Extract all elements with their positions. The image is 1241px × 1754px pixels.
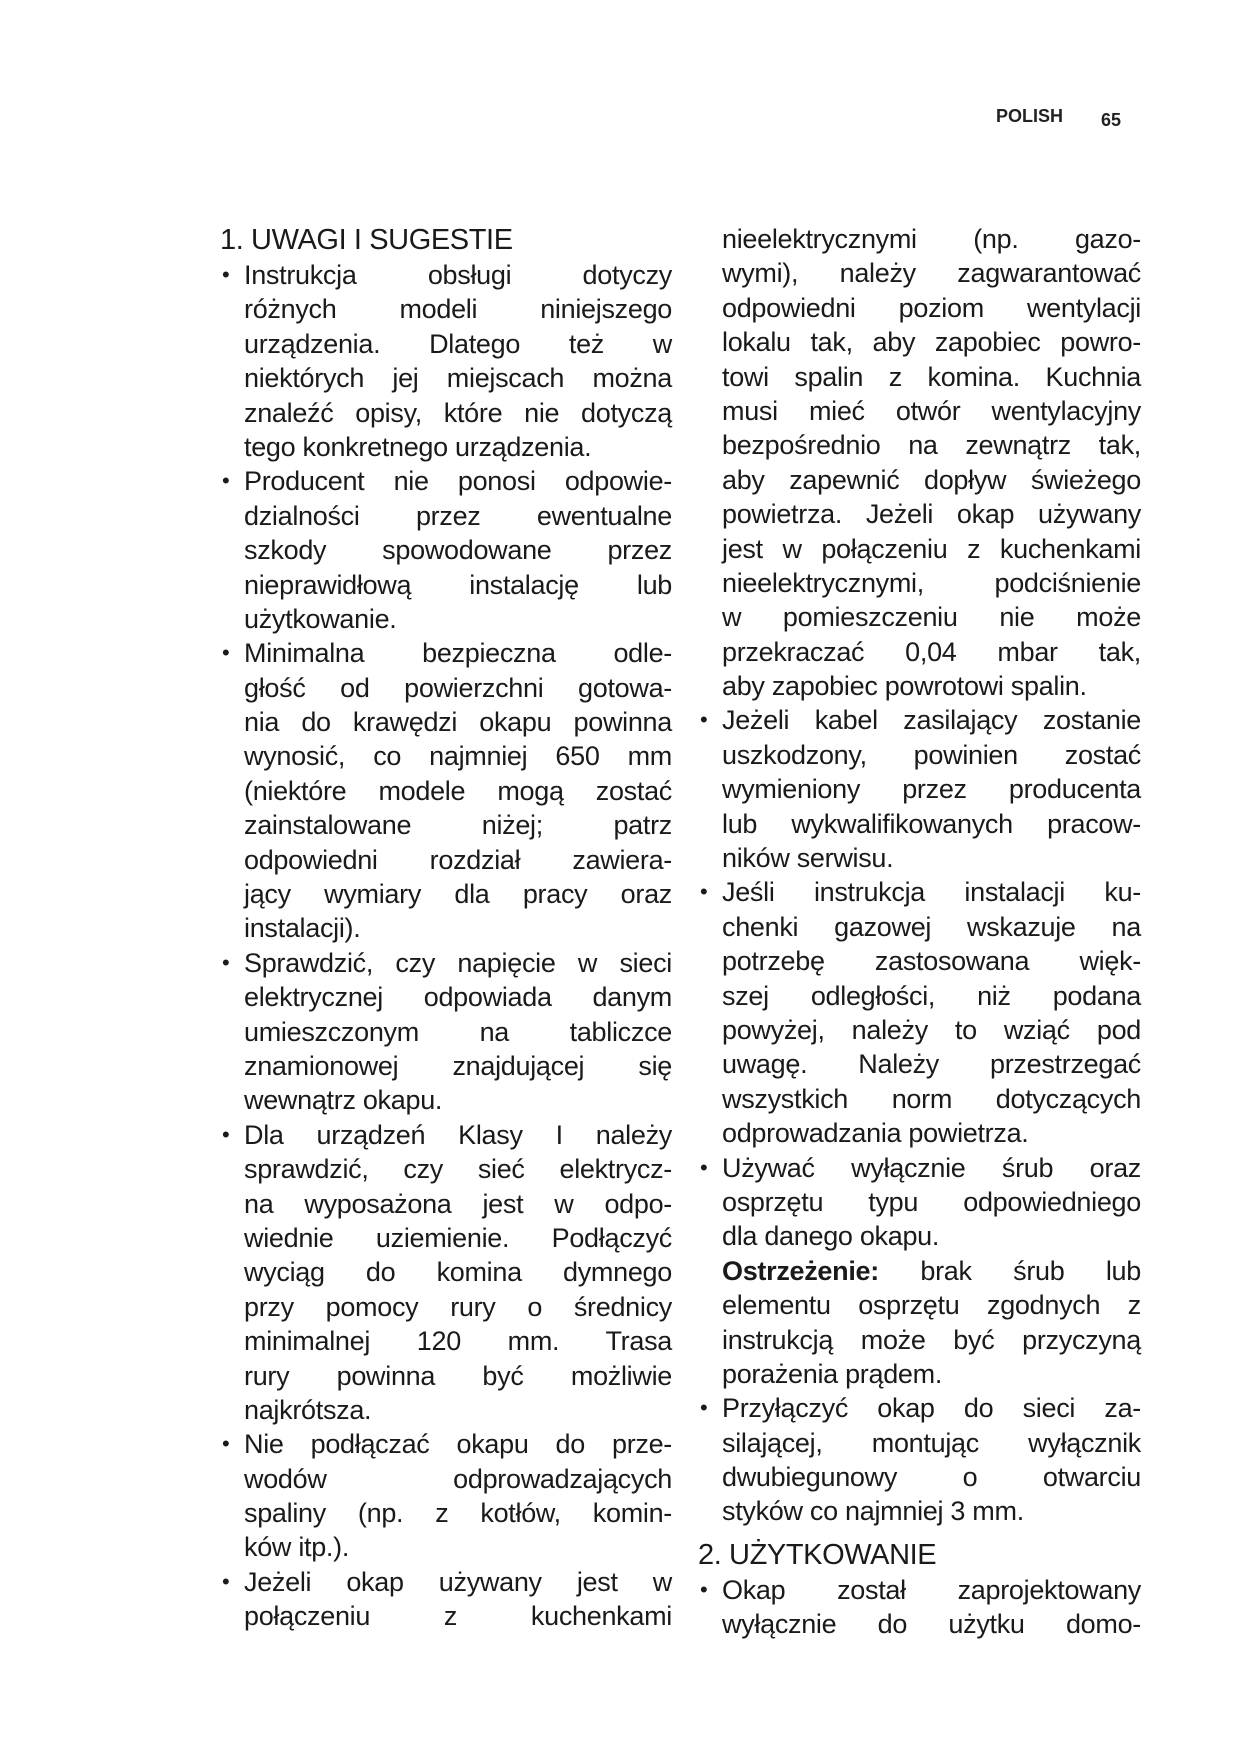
text-line: znaleźć opisy, które nie dotyczą [244, 397, 672, 428]
text-line: jest w połączeniu z kuchenkami [722, 533, 1141, 564]
bullet-icon: • [700, 879, 708, 905]
text-line: nieprawidłową instalację lub [244, 569, 672, 600]
section-heading: 2. UŻYTKOWANIE [698, 1538, 937, 1571]
text-line: Nie podłączać okapu do prze- • [244, 1427, 672, 1461]
text-line: wyciąg do komina dymnego [244, 1257, 672, 1288]
text-line: musi mieć otwór wentylacyjny [722, 395, 1141, 426]
bullet-item [220, 946, 672, 1118]
text-line: uszkodzony, powinien zostać [722, 739, 1141, 770]
bullet-item [220, 1118, 672, 1428]
bullet-icon: • [700, 1395, 708, 1421]
section-heading: 1. UWAGI I SUGESTIE [220, 224, 513, 256]
bullet-item [698, 1391, 1141, 1529]
text-line: ków itp.). [244, 1532, 350, 1563]
text-line: Sprawdzić, czy napięcie w sieci • [244, 946, 672, 980]
text-line: elektrycznej odpowiada danym [244, 982, 672, 1013]
text-line: ników serwisu. [722, 843, 894, 874]
bullet-item [220, 464, 672, 636]
text-line: Jeśli instrukcja instalacji ku- • [722, 875, 1141, 909]
text-line: Instrukcja obsługi dotyczy • [244, 258, 672, 292]
text-line: bezpośrednio na zewnątrz tak, [722, 430, 1141, 461]
bullet-item [220, 1427, 672, 1565]
text-line: aby zapobiec powrotowi spalin. [722, 671, 1087, 702]
text-line: wodów odprowadzających [244, 1463, 672, 1494]
text-line: użytkowanie. [244, 603, 397, 634]
text-line: na wyposażona jest w odpo- [244, 1188, 672, 1219]
text-line: Jeżeli okap używany jest w • [244, 1565, 672, 1599]
text-line: potrzebę zastosowana więk- [722, 946, 1141, 977]
text-line: urządzenia. Dlatego też w [244, 328, 672, 359]
text-line: Używać wyłącznie śrub oraz • [722, 1151, 1141, 1185]
bullet-item [220, 258, 672, 464]
text-line: wynosić, co najmniej 650 mm [244, 741, 672, 772]
bullet-item [698, 1573, 1141, 1642]
text-line: znamionowej znajdującej się [244, 1050, 672, 1081]
text-line: rury powinna być możliwie [244, 1360, 672, 1391]
text-line: spaliny (np. z kotłów, komin- [244, 1498, 672, 1529]
bullet-icon: • [700, 707, 708, 733]
text-line: Producent nie ponosi odpowie- • [244, 464, 672, 498]
text-line: (niektóre modele mogą zostać [244, 775, 672, 806]
bullet-item [220, 1565, 672, 1634]
text-line: szkody spowodowane przez [244, 535, 672, 566]
text-line: powietrza. Jeżeli okap używany [722, 499, 1141, 530]
right-column [698, 222, 1141, 1642]
text-line: wyłącznie do użytku domo- [722, 1609, 1141, 1640]
warning-note [698, 1254, 1141, 1392]
text-line: wewnątrz okapu. [244, 1085, 443, 1116]
text-line: tego konkretnego urządzenia. [244, 431, 592, 462]
bullet-item [698, 1151, 1141, 1254]
text-line: dwubiegunowy o otwarciu [722, 1462, 1141, 1493]
text-line: różnych modeli niniejszego [244, 294, 672, 325]
text-line: zainstalowane niżej; patrz [244, 810, 672, 841]
bullet-item [698, 875, 1141, 1150]
bullet-item [220, 636, 672, 946]
text-line: uwagę. Należy przestrzegać [722, 1049, 1141, 1080]
warning-label: Ostrzeżenie: [722, 1255, 879, 1286]
text-line: powyżej, należy to wziąć pod [722, 1014, 1141, 1045]
bullet-icon: • [222, 1121, 230, 1147]
text-line: silającej, montując wyłącznik [722, 1427, 1141, 1458]
text-line: Minimalna bezpieczna odle- • [244, 636, 672, 670]
text-line: Przyłączyć okap do sieci za- • [722, 1391, 1141, 1425]
text-line: nia do krawędzi okapu powinna [244, 707, 672, 738]
bullet-icon: • [222, 468, 230, 494]
text-line: odpowiedni rozdział zawiera- [244, 844, 672, 875]
text-line: dla danego okapu. [722, 1221, 940, 1252]
bullet-icon: • [700, 1154, 708, 1180]
bullet-icon: • [222, 1431, 230, 1457]
text-line: wymieniony przez producenta [722, 774, 1141, 805]
header-language: POLISH [996, 106, 1064, 126]
text-line: nieelektrycznymi (np. gazo- [722, 224, 1141, 254]
text-line: jący wymiary dla pracy oraz [244, 879, 672, 910]
bullet-icon: • [222, 262, 230, 287]
left-column [220, 222, 672, 1634]
text-line: porażenia prądem. [722, 1358, 943, 1389]
text-line: osprzętu typu odpowiedniego [722, 1186, 1141, 1217]
bullet-icon: • [700, 1576, 708, 1602]
text-line: niektórych jej miejscach można [244, 363, 672, 394]
text-line: towi spalin z komina. Kuchnia [722, 361, 1141, 392]
bullet-item [698, 703, 1141, 875]
text-line: wszystkich norm dotyczących [722, 1083, 1141, 1114]
text-line: połączeniu z kuchenkami [244, 1601, 672, 1632]
text-line: przekraczać 0,04 mbar tak, [722, 636, 1141, 667]
text-line [722, 1254, 1141, 1288]
text-line: w pomieszczeniu nie może [722, 602, 1141, 633]
warning-text: brak śrub lub [920, 1255, 1141, 1286]
text-line: Jeżeli kabel zasilający zostanie • [722, 703, 1141, 737]
text-line: lokalu tak, aby zapobiec powro- [722, 327, 1141, 358]
text-line: wymi), należy zagwarantować [722, 258, 1141, 289]
bullet-icon: • [222, 640, 230, 666]
text-line: chenki gazowej wskazuje na [722, 911, 1141, 942]
text-line: Okap został zaprojektowany • [722, 1573, 1141, 1607]
text-line: wiednie uziemienie. Podłączyć [244, 1222, 672, 1253]
text-line: lub wykwalifikowanych pracow- [722, 808, 1141, 839]
text-line: dzialności przez ewentualne [244, 500, 672, 531]
text-line: głość od powierzchni gotowa- [244, 672, 672, 703]
text-line: Dla urządzeń Klasy I należy • [244, 1118, 672, 1152]
text-line: najkrótsza. [244, 1394, 372, 1425]
text-line: odprowadzania powietrza. [722, 1118, 1029, 1149]
text-line: elementu osprzętu zgodnych z [722, 1290, 1141, 1321]
text-line: instalacji). [244, 913, 361, 944]
text-line: nieelektrycznymi, podciśnienie [722, 567, 1141, 598]
text-line: odpowiedni poziom wentylacji [722, 292, 1141, 323]
text-line: umieszczonym na tabliczce [244, 1016, 672, 1047]
text-line: minimalnej 120 mm. Trasa [244, 1326, 672, 1357]
text-line: instrukcją może być przyczyną [722, 1324, 1141, 1355]
text-line: przy pomocy rury o średnicy [244, 1291, 672, 1322]
bullet-icon: • [222, 1568, 230, 1594]
text-line: aby zapewnić dopływ świeżego [722, 464, 1141, 495]
text-line: sprawdzić, czy sieć elektrycz- [244, 1154, 672, 1185]
text-line: szej odległości, niż podana [722, 980, 1141, 1011]
text-line: styków co najmniej 3 mm. [722, 1496, 1024, 1527]
bullet-icon: • [222, 949, 230, 975]
page-number: 65 [1101, 110, 1122, 130]
paragraph-continuation [698, 222, 1141, 703]
